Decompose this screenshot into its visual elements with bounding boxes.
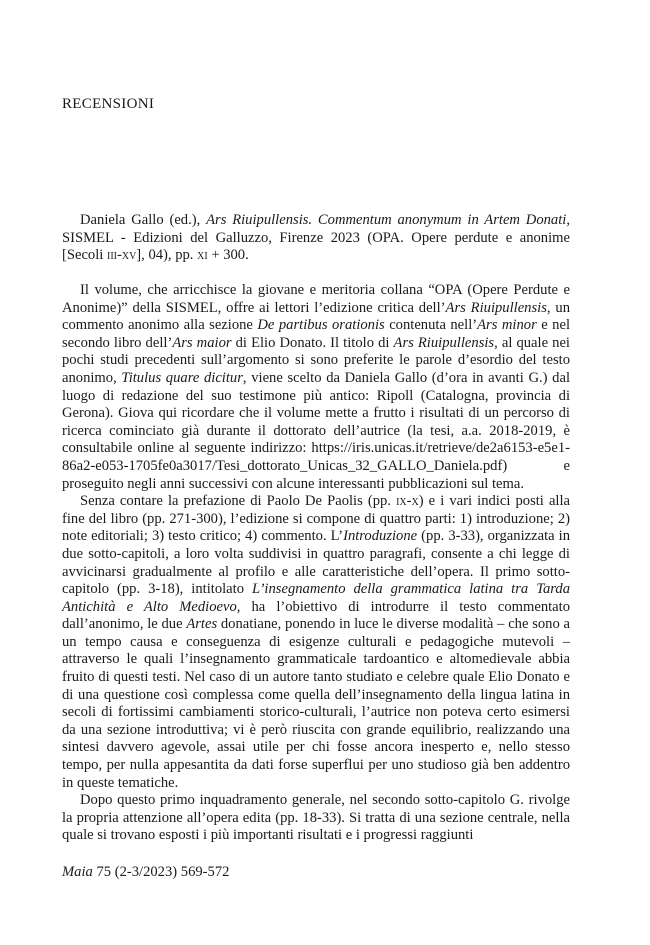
citation-author: Daniela Gallo (ed.),	[80, 212, 201, 228]
paragraph-italic: De partibus orationis	[257, 317, 385, 334]
review-body	[62, 282, 570, 845]
paragraph-italic: L’insegnamento della grammatica latina tra Tarda Antichità e Alto Medioevo,	[62, 581, 570, 615]
paragraph-text: , al quale nei pochi studi precedenti sull’argomento si sono preferite le parole d’esordio del testo anonimo,	[62, 334, 570, 386]
paragraph-italic: Ars Riuipullensis	[393, 334, 495, 351]
paragraph-italic: Ars maior	[172, 334, 232, 351]
paragraph-text: ha l’obiettivo di introdurre il testo commentato dall’anonimo, le due	[62, 598, 571, 633]
paragraph-italic: Ars Riuipullensis	[445, 299, 547, 316]
footer-reference: 75 (2-3/2023) 569-572	[92, 864, 230, 880]
paragraph-1	[62, 282, 570, 493]
citation-front-pages: xi	[197, 247, 208, 264]
citation-series: ], 04), pp.	[136, 247, 198, 264]
paragraph-italic: Titulus quare dicitur	[121, 369, 243, 386]
paragraph-text: donatiane, ponendo in luce le diverse modalità – che sono a un tempo causa e conseguenza di esigenze culturali e pedagogiche mutevoli – attraverso le quali l’insegnamento grammaticale tardoantico e altomedievale abbia fruito di questi testi. Nel caso di un autore tanto studiato e celebre quale Elio Donato e di una questione così complessa come quella dell’insegnamento della lingua latina in secoli di fortissimi cambiamenti storico-culturali, l’autrice non poteva certo esimersi da una sezione introduttiva; vi è però riuscita con grande equilibrio, realizzando una sintesi davvero agevole, assai utile per chi fosse ancora inesperto e, nello stesso tempo, per nulla appesantita da dati forse superflui per uno studioso già ben addentro in queste tematiche.	[62, 616, 571, 791]
paragraph-2	[62, 493, 570, 792]
paragraph-text: (pp. 3-33), organizzata in due sotto-capitoli, a loro volta suddivisi in quattro paragrafi, consente a chi legge di avvicinarsi gradualmente al profilo e alle caratteristiche dell’opera. Il primo sotto-capitolo (pp. 3-18), intitolato	[62, 528, 570, 598]
paragraph-text: Il volume, che arricchisce la giovane e meritoria collana “OPA (Opere Perdute e Anonime)” della SISMEL, offre ai lettori l’edizione critica dell’	[62, 282, 570, 316]
paragraph-text: di Elio Donato. Il titolo di	[231, 334, 394, 351]
review-citation	[62, 212, 570, 265]
paragraph-italic: Introduzione	[343, 528, 418, 545]
paragraph-text: , un commento anonimo alla sezione	[62, 299, 571, 334]
citation-publisher: , SISMEL - Edizioni del Galluzzo, Firenze 2023 (OPA. Opere perdute e anonime [Secoli	[62, 212, 570, 264]
footer-journal: Maia	[62, 864, 93, 880]
citation-centuries: iii-xv	[107, 247, 137, 264]
section-title: RECENSIONI	[62, 96, 155, 112]
paragraph-italic: Ars minor	[477, 317, 537, 334]
paragraph-text: Dopo questo primo inquadramento generale, nel secondo sotto-capitolo G. rivolge la propria attenzione all’opera edita (pp. 18-33). Si tratta di una sezione centrale, nella quale si trovano esposti i più importanti risultati e i progressi raggiunti	[62, 792, 570, 844]
page-footer	[62, 864, 229, 881]
paragraph-text: Senza contare la prefazione di Paolo De Paolis (pp.	[80, 493, 397, 510]
paragraph-text: e nel secondo libro dell’	[62, 317, 570, 351]
paragraph-text: ) e i vari indici posti alla fine del libro (pp. 271-300), l’edizione si compone di quattro parti: 1) introduzione; 2) note editoriali; 3) testo critico; 4) commento. L’	[62, 493, 571, 545]
citation-work-title: Ars Riuipullensis. Commentum anonymum in Artem Donati	[206, 212, 567, 228]
paragraph-text: contenuta nell’	[384, 317, 478, 334]
paragraph-3	[62, 792, 570, 845]
paragraph-smallcaps: ix-x	[396, 493, 419, 510]
citation-page-count: + 300.	[207, 247, 249, 264]
paragraph-text: , viene scelto da Daniela Gallo (d’ora in avanti G.) dal luogo di redazione del suo testimone più antico: Ripoll (Catalogna, provincia di Gerona). Giova qui ricordare che il volume mette a frutto i risultati di un percorso di ricerca cominciato già durante il dottorato dell’autrice (la tesi, a.a. 2018-2019, è consultabile online al seguente indirizzo: https://iris.unicas.it/retrieve/de2a6153-e5e1-86a2-e053-1705fe0a3017/Tesi_dottorato_Unicas_32_GALLO_Daniela.pdf) e proseguito negli anni successivi con alcune interessanti pubblicazioni sul tema.	[62, 369, 570, 492]
paragraph-italic: Artes	[186, 616, 218, 633]
